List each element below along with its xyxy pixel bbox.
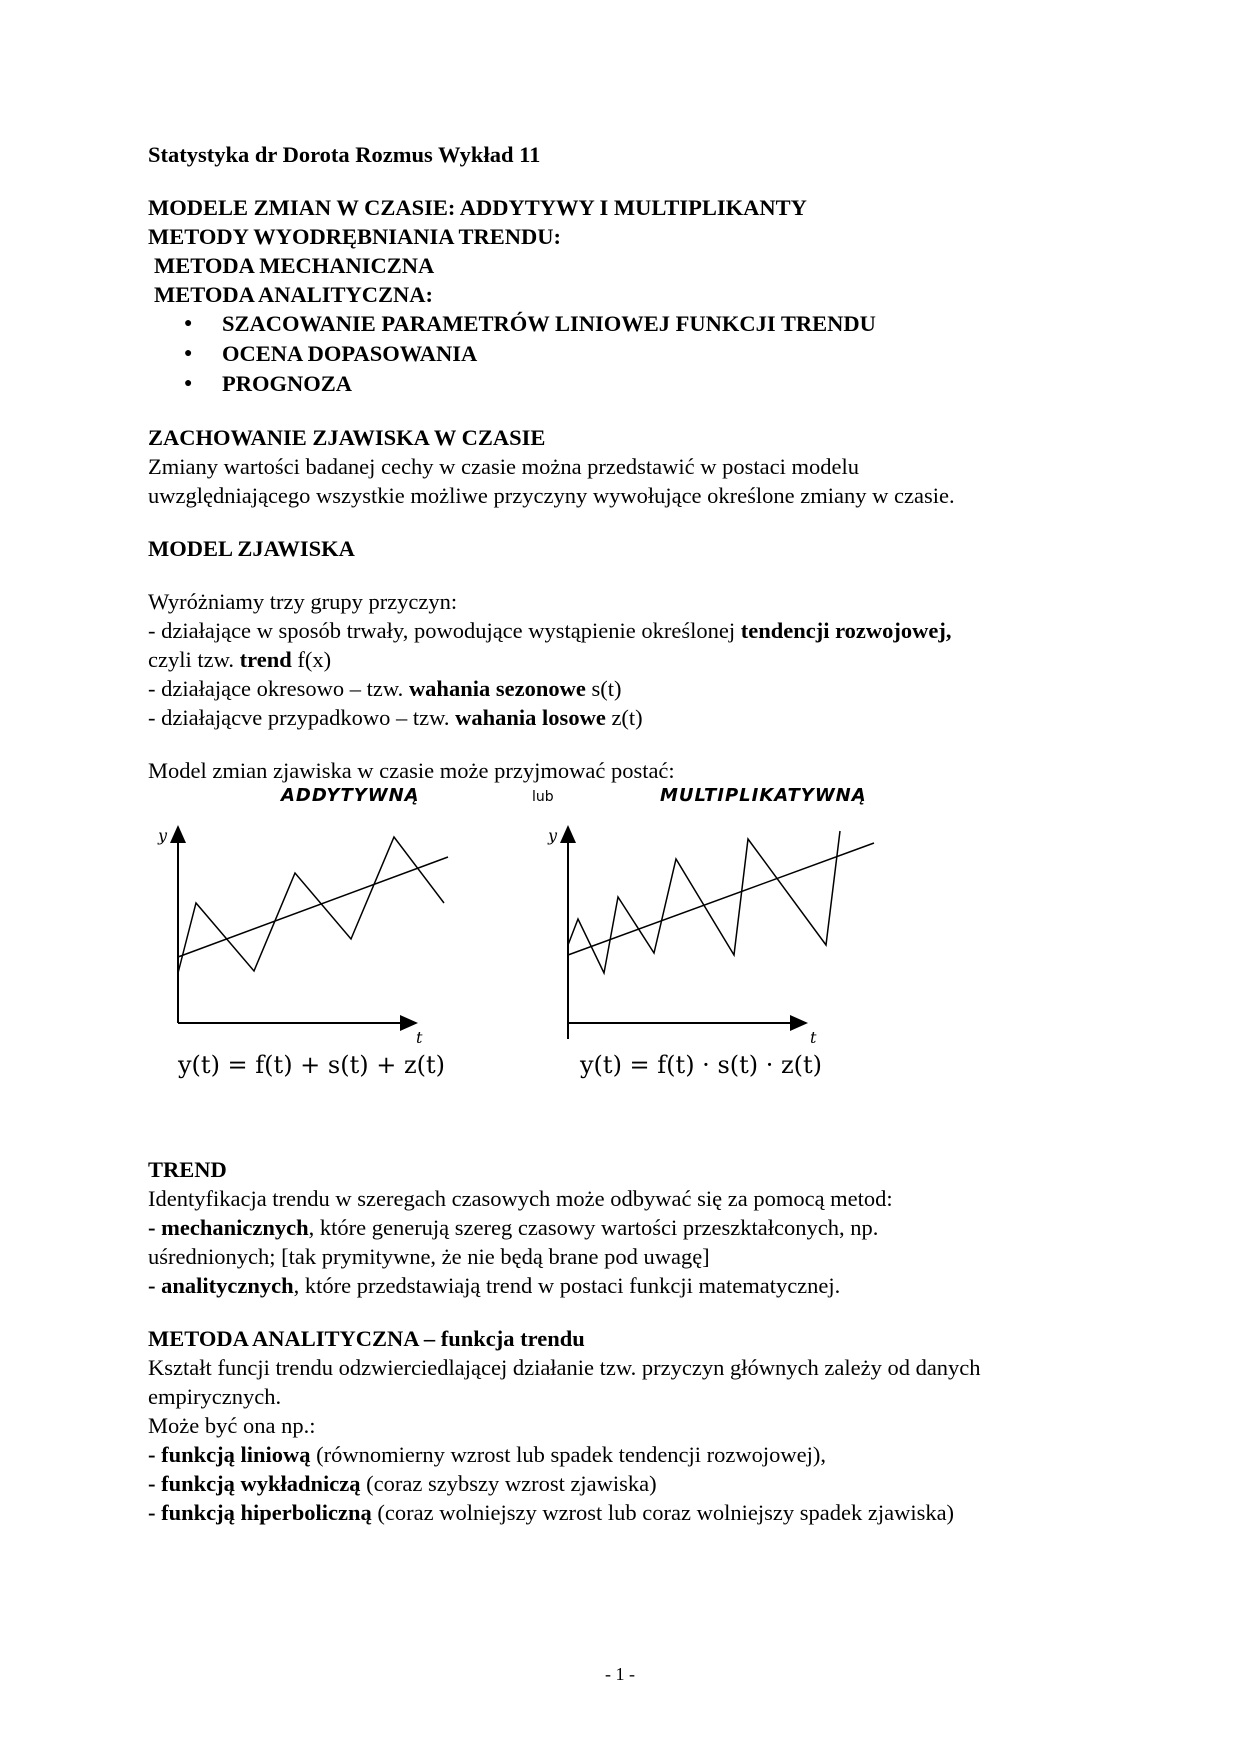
method-line-1: - mechanicznych, które generują szereg czasowy wartości przeszktałconych, np.	[148, 1215, 879, 1240]
bullet-item: ● PROGNOZA	[222, 369, 1108, 399]
topic-heading-1: MODELE ZMIAN W CZASIE: ADDYTYWY I MULTIPLIKANTY	[148, 195, 807, 220]
figure-label-multiplicative: MULTIPLIKATYWNĄ	[660, 785, 867, 806]
trend-line	[178, 857, 448, 957]
axis-label-y: y	[548, 826, 558, 845]
model-intro-line: Model zmian zjawiska w czasie może przyjmować postać:	[148, 758, 675, 783]
paragraph-line: uwzględniającego wszystkie możliwe przyczyny wywołujące określone zmiany w czasie.	[148, 483, 955, 508]
section-heading-model: MODEL ZJAWISKA	[148, 536, 355, 561]
formula-additive: y(t) = f(t) + s(t) + z(t)	[178, 1051, 445, 1079]
cause-line-1: - działające w sposób trwały, powodujące wystąpienie określonej tendencji rozwojowej,	[148, 618, 952, 643]
paragraph-line: empirycznych.	[148, 1384, 282, 1409]
axis-label-t: t	[810, 1028, 817, 1047]
figure-label-or: lub	[532, 789, 554, 805]
paragraph-line: Może być ona np.:	[148, 1413, 316, 1438]
bullet-item: ● OCENA DOPASOWANIA	[222, 339, 1108, 369]
paragraph-line: uśrednionych; [tak prymitywne, że nie będą brane pod uwagę]	[148, 1244, 710, 1269]
method-line-2: - analitycznych, które przedstawiają trend w postaci funkcji matematycznej.	[148, 1273, 841, 1298]
document-header: Statystyka dr Dorota Rozmus Wykład 11	[148, 142, 541, 167]
function-line-3: - funkcją hiperboliczną (coraz wolniejszy wzrost lub coraz wolniejszy spadek zjawiska)	[148, 1500, 955, 1525]
page-number: - 1 -	[605, 1664, 635, 1684]
section-heading-analytic: METODA ANALITYCZNA – funkcja trendu	[148, 1326, 585, 1351]
topic-heading-4: METODA ANALITYCZNA:	[154, 282, 433, 307]
model-figure	[148, 785, 1108, 1155]
cause-line-2: czyli tzw. trend f(x)	[148, 647, 332, 672]
cause-line-3: - działające okresowo – tzw. wahania sezonowe s(t)	[148, 676, 622, 701]
paragraph-line: Identyfikacja trendu w szeregach czasowych może odbywać się za pomocą metod:	[148, 1186, 893, 1211]
function-line-1: - funkcją liniową (równomierny wzrost lub spadek tendencji rozwojowej),	[148, 1442, 827, 1467]
multiplicative-diagram	[547, 826, 874, 1047]
series-line	[178, 837, 444, 973]
series-line	[568, 831, 840, 973]
figure-label-additive: ADDYTYWNĄ	[281, 785, 420, 806]
paragraph-line: Zmiany wartości badanej cechy w czasie można przedstawić w postaci modelu	[148, 454, 859, 479]
topic-heading-2: METODY WYODRĘBNIANIA TRENDU:	[148, 224, 561, 249]
document-page	[148, 140, 1108, 1527]
cause-line-4: - działającve przypadkowo – tzw. wahania losowe z(t)	[148, 705, 643, 730]
axis-label-t: t	[416, 1028, 423, 1047]
paragraph-line: Wyróżniamy trzy grupy przyczyn:	[148, 589, 458, 614]
section-heading-zachowanie: ZACHOWANIE ZJAWISKA W CZASIE	[148, 425, 546, 450]
axis-label-y: y	[158, 826, 168, 845]
formula-multiplicative: y(t) = f(t) · s(t) · z(t)	[580, 1051, 823, 1079]
paragraph-line: Kształt funcji trendu odzwierciedlającej działanie tzw. przyczyn głównych zależy od danych	[148, 1355, 981, 1380]
bullet-item: ● SZACOWANIE PARAMETRÓW LINIOWEJ FUNKCJI TRENDU	[222, 309, 1108, 339]
section-heading-trend: TREND	[148, 1157, 227, 1182]
additive-diagram	[157, 826, 448, 1047]
topic-heading-3: METODA MECHANICZNA	[154, 253, 435, 278]
topic-bullet-list	[148, 309, 1108, 399]
trend-line	[568, 843, 874, 955]
function-line-2: - funkcją wykładniczą (coraz szybszy wzrost zjawiska)	[148, 1471, 657, 1496]
